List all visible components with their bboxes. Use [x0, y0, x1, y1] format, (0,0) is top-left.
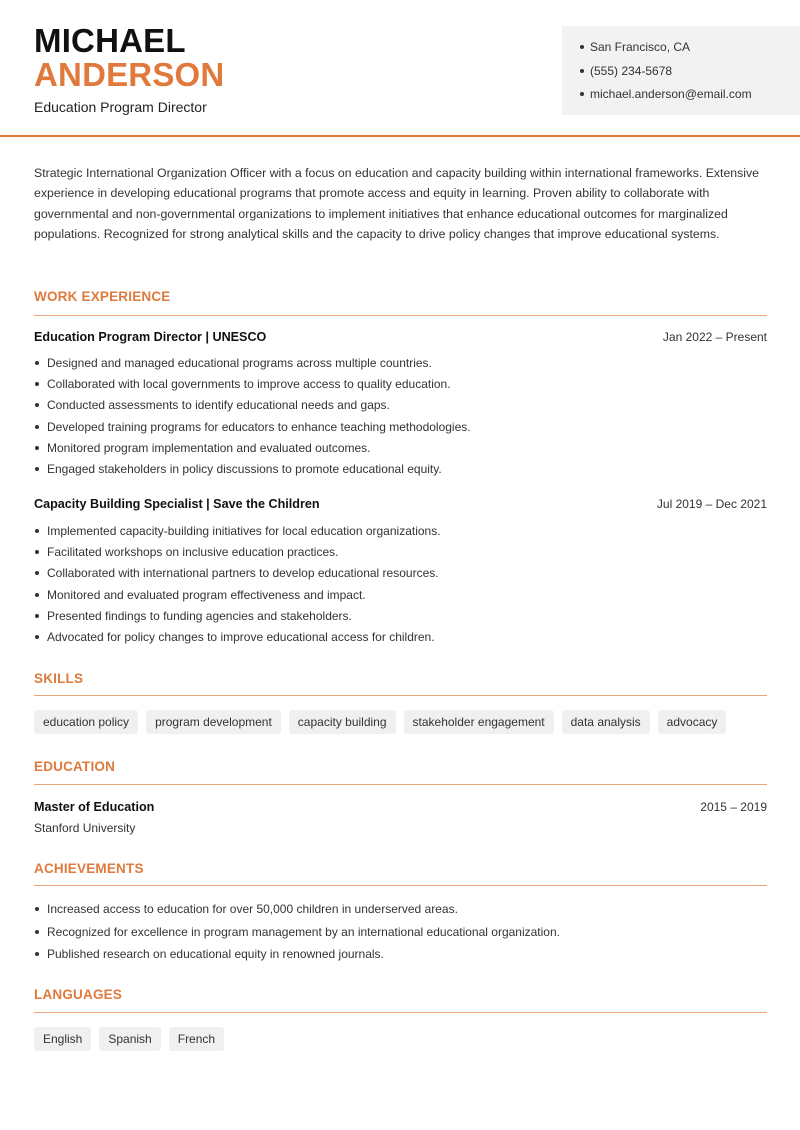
- list-item: Engaged stakeholders in policy discussions to promote educational equity.: [34, 461, 767, 482]
- section-divider: [34, 695, 767, 696]
- language-tag: Spanish: [99, 1027, 160, 1051]
- list-item: Monitored and evaluated program effectiveness and impact.: [34, 587, 767, 608]
- job-dates: Jan 2022 – Present: [662, 330, 767, 344]
- section-divider: [34, 784, 767, 785]
- contact-location: San Francisco, CA: [580, 39, 800, 63]
- language-tag: English: [34, 1027, 91, 1051]
- first-name: MICHAEL: [34, 22, 186, 59]
- contact-phone: (555) 234-5678: [580, 63, 800, 87]
- job-bullets: [34, 523, 767, 650]
- list-item: Implemented capacity-building initiatives for local education organizations.: [34, 523, 767, 544]
- school-name: Stanford University: [34, 821, 136, 835]
- last-name: ANDERSON: [34, 56, 225, 93]
- contact-email[interactable]: michael.anderson@email.com: [580, 86, 800, 110]
- skill-tag: program development: [146, 710, 281, 734]
- achievements-list: [34, 901, 767, 969]
- section-divider: [34, 885, 767, 886]
- degree: Master of Education: [34, 800, 155, 814]
- list-item: Presented findings to funding agencies and stakeholders.: [34, 608, 767, 629]
- list-item: Facilitated workshops on inclusive education practices.: [34, 544, 767, 565]
- skill-tag: data analysis: [562, 710, 650, 734]
- education-heading: EDUCATION: [34, 759, 116, 774]
- skill-tag: advocacy: [658, 710, 727, 734]
- job-header: [34, 497, 767, 511]
- list-item: Recognized for excellence in program management by an international educational organization.: [34, 924, 767, 947]
- job-header: [34, 330, 767, 344]
- list-item: Published research on educational equity in renowned journals.: [34, 946, 767, 969]
- list-item: Increased access to education for over 50,000 children in underserved areas.: [34, 901, 767, 924]
- job-bullets: [34, 355, 767, 482]
- section-divider: [34, 315, 767, 316]
- list-item: Monitored program implementation and evaluated outcomes.: [34, 440, 767, 461]
- list-item: Collaborated with international partners to develop educational resources.: [34, 565, 767, 586]
- list-item: Conducted assessments to identify educational needs and gaps.: [34, 397, 767, 418]
- list-item: Advocated for policy changes to improve educational access for children.: [34, 629, 767, 650]
- skill-tag: education policy: [34, 710, 138, 734]
- job-role: Education Program Director | UNESCO: [34, 330, 267, 344]
- skill-tag: stakeholder engagement: [404, 710, 554, 734]
- job-role: Capacity Building Specialist | Save the Children: [34, 497, 320, 511]
- skills-tags: [34, 710, 726, 734]
- languages-heading: LANGUAGES: [34, 987, 123, 1002]
- contact-box: [562, 26, 800, 115]
- list-item: Designed and managed educational programs across multiple countries.: [34, 355, 767, 376]
- list-item: Developed training programs for educators to enhance teaching methodologies.: [34, 419, 767, 440]
- section-divider: [34, 1012, 767, 1013]
- resume-header: [0, 0, 800, 137]
- education-entry: [34, 800, 767, 814]
- language-tag: French: [169, 1027, 224, 1051]
- achievements-heading: ACHIEVEMENTS: [34, 861, 144, 876]
- job-dates: Jul 2019 – Dec 2021: [656, 497, 767, 511]
- work-experience-heading: WORK EXPERIENCE: [34, 289, 171, 304]
- education-dates: 2015 – 2019: [700, 800, 767, 814]
- skills-heading: SKILLS: [34, 671, 84, 686]
- skill-tag: capacity building: [289, 710, 396, 734]
- languages-tags: [34, 1027, 224, 1051]
- summary-paragraph: Strategic International Organization Officer with a focus on education and capacity building within international frameworks. Extensive experience in developing educational programs that promote access and equity in learning. Proven ability to collaborate with governmental and non-governmental organizations to implement initiatives that enhance educational outcomes for marginalized populations. Recognized for strong analytical skills and the capacity to drive policy changes that improve educational systems.: [34, 166, 760, 242]
- list-item: Collaborated with local governments to improve access to quality education.: [34, 376, 767, 397]
- job-title: Education Program Director: [34, 99, 207, 115]
